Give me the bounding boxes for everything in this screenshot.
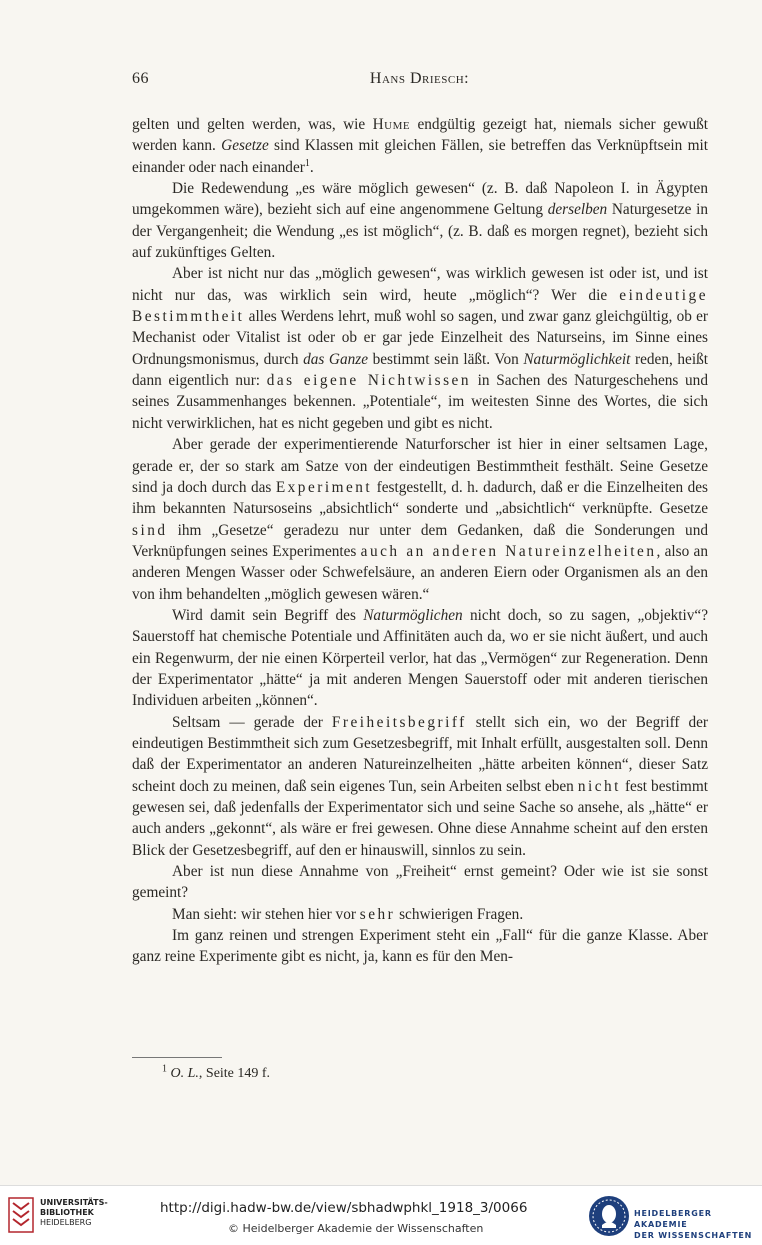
- footnote-divider: [132, 1057, 222, 1058]
- page-number: 66: [132, 70, 149, 87]
- footnote-ref: O. L.: [170, 1066, 199, 1081]
- footnote-number: 1: [162, 1063, 167, 1075]
- permalink-url[interactable]: http://digi.hadw-bw.de/view/sbhadwphkl_1918_3/0066: [160, 1200, 528, 1216]
- paragraph-7: Aber ist nun diese Annahme von „Freiheit“ ernst gemeint? Oder wie ist sie sonst gemeint?: [132, 863, 708, 902]
- footnote: [162, 1063, 271, 1082]
- footnote-text: , Seite 149 f.: [198, 1066, 271, 1081]
- running-head: Hans Driesch:: [369, 70, 470, 87]
- academy-logo[interactable]: [588, 1194, 758, 1238]
- paragraph-6: Seltsam — gerade der Freiheitsbegriff stellt sich ein, wo der Begriff der eindeutigen Bestimmtheit sich zum Gesetzesbegriff, mit Inhalt erfüllt, ausgestalten soll. Denn daß der Experimentator an anderen Natureinzelheiten „hätte arbeiten können“, dieser Satz scheint doch zu meinen, daß sein eigenes Tun, sein Arbeiten selbst eben nicht fest bestimmt gewesen sei, daß jedenfalls der Experimentator sich und seine Sache so ansehe, als „hätte“ er auch anders „gekonnt“, als wäre er frei gewesen. Ohne diese Annahme scheint auf den ersten Blick der Gesetzesbegriff, auf den er hinauswill, sinnlos zu sein.: [132, 713, 708, 859]
- library-name: UNIVERSITÄTS- BIBLIOTHEK HEIDELBERG: [40, 1198, 108, 1227]
- copyright-notice: © Heidelberger Akademie der Wissenschaften: [228, 1222, 484, 1235]
- footnote-marker: 1: [304, 157, 310, 169]
- paragraph-8: Man sieht: wir stehen hier vor sehr schwierigen Fragen.: [172, 905, 524, 923]
- academy-name: HEIDELBERGER AKADEMIE DER WISSENSCHAFTEN: [634, 1209, 753, 1240]
- paragraph-4: Aber gerade der experimentierende Naturforscher ist hier in einer seltsamen Lage, gerade er, der so stark am Satze von der eindeutigen Bestimmtheit festhält. Seine Gesetze sind ja doch durch das Experiment festgestellt, d. h. dadurch, daß er die Einzelheiten des ihm bekannten Natursoseins „absichtlich“ sonderte und „absichtlich“ verknüpfte. Gesetze sind ihm „Gesetze“ geradezu nur unter dem Gedanken, daß die Sonderungen und Verknüpfungen seines Experimentes auch an anderen Natureinzelheiten, also an anderen Mengen Wasser oder Schwefelsäure, an anderen Eiern oder Organismen als an den von ihm behandelten „möglich gewesen wären.“: [132, 436, 708, 603]
- paragraph-2: Die Redewendung „es wäre möglich gewesen“ (z. B. daß Napoleon I. in Ägypten umgekommen wäre), bezieht sich auf eine angenommene Geltung derselben Naturgesetze in der Vergangenheit; die Wendung „es ist möglich“, (z. B. daß es morgen regnet), bezieht sich auf zukünftiges Gelten.: [132, 180, 708, 262]
- paragraph-9: Im ganz reinen und strengen Experiment steht ein „Fall“ für die ganze Klasse. Aber ganz reine Experimente gibt es nicht, ja, kann es für den Men-: [132, 927, 708, 966]
- paragraph-1: gelten und gelten werden, was, wie Hume endgültig gezeigt hat, niemals sicher gewußt werden kann. Gesetze sind Klassen mit gleichen Fällen, sie betreffen das Verknüpftsein mit einander oder nach einander$^1$.: [132, 116, 709, 176]
- university-library-logo[interactable]: [8, 1195, 118, 1237]
- paragraph-3: Aber ist nicht nur das „möglich gewesen“, was wirklich gewesen ist oder ist, und ist nicht nur das, was wirklich sein wird, heute „möglich“? Wer die eindeutige Bestimmtheit alles Werdens lehrt, muß wohl so sagen, und zwar ganz gleichgültig, ob er Mechanist oder Vitalist ist oder ob er gar jede Einzelheit des Naturseins, im Sinne eines Ordnungsmonismus, durch das Ganze bestimmt sein läßt. Von Naturmöglichkeit reden, heißt dann eigentlich nur: das eigene Nichtwissen in Sachen des Naturgeschehens und seines Zusammenhanges bekennen. „Potentiale“, im weitesten Sinne des Wortes, die sich nicht verwirklichen, hat es nicht gegeben und gibt es nicht.: [132, 265, 708, 432]
- body-text: [132, 114, 708, 968]
- library-emblem-icon: [8, 1197, 34, 1233]
- paragraph-5: Wird damit sein Begriff des Naturmöglichen nicht doch, so zu sagen, „objektiv“? Sauerstoff hat chemische Potentiale und Affinitäten auch da, wo er sie nicht äußert, und auch ein Regenwurm, der nie einen Körperteil verlor, hat das „Vermögen“ zur Regeneration. Denn der Experimentator „hätte“ ja mit anderen Mengen Sauerstoff oder mit anderen tierischen Individuen arbeiten „können“.: [132, 606, 708, 710]
- viewer-footer: [0, 1185, 762, 1245]
- academy-seal-icon: [588, 1195, 630, 1237]
- page-header: [132, 70, 707, 94]
